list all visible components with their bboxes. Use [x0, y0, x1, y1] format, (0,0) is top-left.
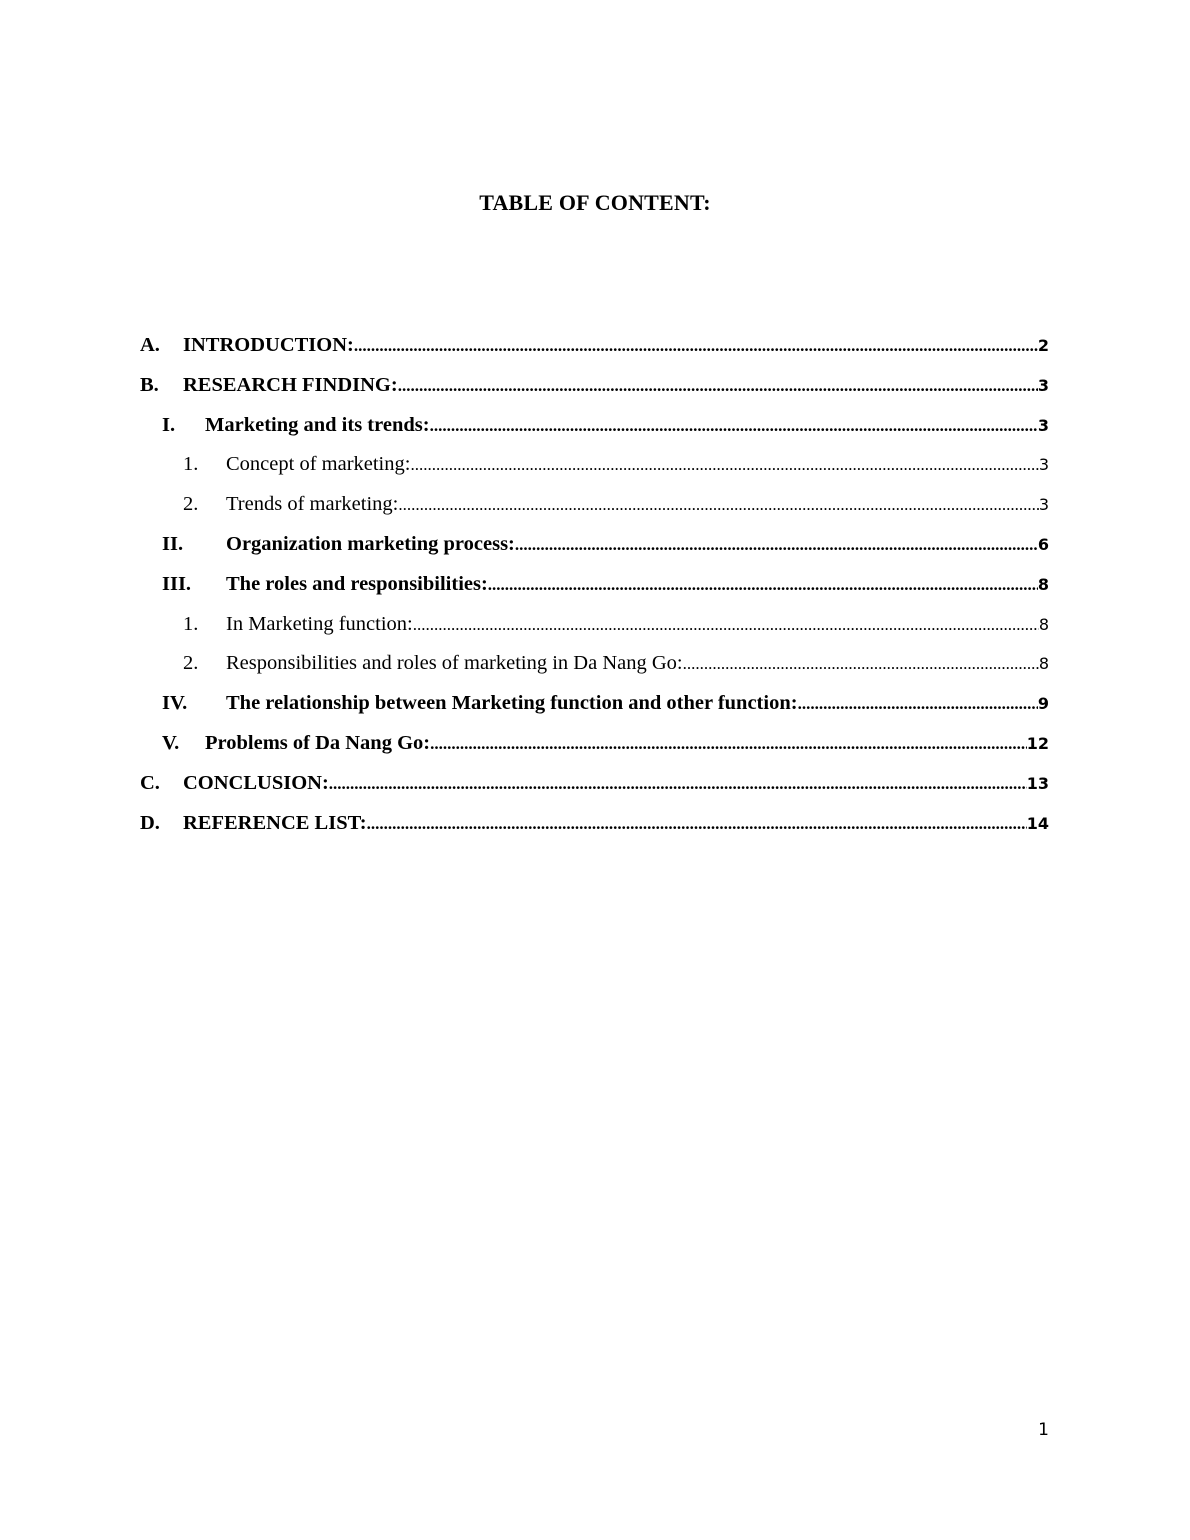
dot-leader — [683, 654, 1039, 674]
toc-entry-page: 13 — [1026, 773, 1049, 793]
toc-entry-number: A. — [140, 334, 160, 356]
toc-entry-number: 2. — [183, 493, 199, 516]
toc-entry-page: 3 — [1038, 455, 1049, 475]
toc-entry-number: D. — [140, 811, 160, 834]
dot-leader — [430, 416, 1038, 436]
toc-entry-page: 14 — [1026, 813, 1049, 833]
toc-entry-problems-da-nang-go[interactable] — [140, 732, 1049, 772]
dot-leader — [430, 734, 1027, 754]
toc-entry-number: V. — [162, 731, 180, 754]
toc-entry-number: I. — [162, 413, 176, 436]
toc-entry-number: B. — [140, 373, 159, 396]
toc-entry-trends-of-marketing[interactable] — [140, 493, 1049, 533]
toc-entry-marketing-trends[interactable] — [140, 414, 1049, 454]
toc-entry-page: 3 — [1037, 375, 1049, 395]
toc-entry-page: 3 — [1038, 495, 1049, 515]
toc-entry-label: The roles and responsibilities: — [226, 572, 488, 595]
toc-entry-label: INTRODUCTION: — [183, 334, 354, 356]
toc-entry-label: CONCLUSION: — [183, 771, 329, 794]
dot-leader — [515, 535, 1038, 555]
toc-entry-page: 6 — [1037, 534, 1049, 554]
toc-entry-label: Marketing and its trends: — [205, 413, 430, 436]
toc-entry-introduction[interactable] — [140, 334, 1049, 374]
toc-entry-organization-marketing-process[interactable] — [140, 533, 1049, 573]
dot-leader — [488, 575, 1038, 595]
toc-entry-page: 8 — [1037, 574, 1049, 594]
table-of-contents — [140, 334, 1049, 851]
toc-entry-number: III. — [162, 572, 192, 595]
toc-entry-label: Problems of Da Nang Go: — [205, 731, 431, 754]
toc-entry-page: 8 — [1038, 654, 1049, 674]
toc-entry-label: RESEARCH FINDING: — [183, 373, 398, 396]
toc-entry-label: REFERENCE LIST: — [183, 811, 367, 834]
page-number: 1 — [1038, 1420, 1049, 1440]
toc-entry-label: Responsibilities and roles of marketing in Da Nang Go: — [226, 652, 683, 675]
toc-entry-concept-of-marketing[interactable] — [140, 453, 1049, 493]
toc-entry-number: 1. — [183, 453, 199, 476]
dot-leader — [413, 615, 1039, 635]
toc-entry-conclusion[interactable] — [140, 772, 1049, 812]
toc-entry-label: The relationship between Marketing function and other function: — [226, 692, 798, 715]
dot-leader — [410, 455, 1038, 475]
toc-entry-number: 2. — [183, 652, 199, 675]
toc-entry-reference-list[interactable] — [140, 812, 1049, 852]
toc-entry-page: 2 — [1037, 336, 1049, 355]
dot-leader — [798, 694, 1038, 714]
dot-leader — [354, 336, 1038, 356]
toc-entry-number: 1. — [183, 612, 199, 635]
toc-entry-in-marketing-function[interactable] — [140, 613, 1049, 653]
dot-leader — [329, 774, 1027, 794]
toc-entry-page: 9 — [1037, 694, 1049, 714]
dot-leader — [398, 495, 1038, 515]
toc-entry-page: 3 — [1037, 415, 1049, 435]
toc-title: TABLE OF CONTENT: — [479, 190, 711, 215]
toc-entry-page: 12 — [1026, 733, 1049, 753]
dot-leader — [367, 814, 1027, 834]
toc-entry-page: 8 — [1038, 614, 1049, 634]
toc-entry-label: Organization marketing process: — [226, 532, 515, 555]
toc-entry-number: IV. — [162, 692, 188, 715]
toc-entry-label: In Marketing function: — [226, 612, 413, 635]
toc-entry-number: II. — [162, 532, 184, 555]
toc-entry-responsibilities-da-nang-go[interactable] — [140, 652, 1049, 692]
toc-entry-relationship-marketing[interactable] — [140, 692, 1049, 732]
toc-entry-research-finding[interactable] — [140, 374, 1049, 414]
dot-leader — [398, 376, 1038, 396]
toc-entry-label: Trends of marketing: — [226, 493, 399, 516]
toc-entry-roles-responsibilities[interactable] — [140, 573, 1049, 613]
toc-entry-label: Concept of marketing: — [226, 453, 411, 476]
toc-entry-number: C. — [140, 771, 160, 794]
